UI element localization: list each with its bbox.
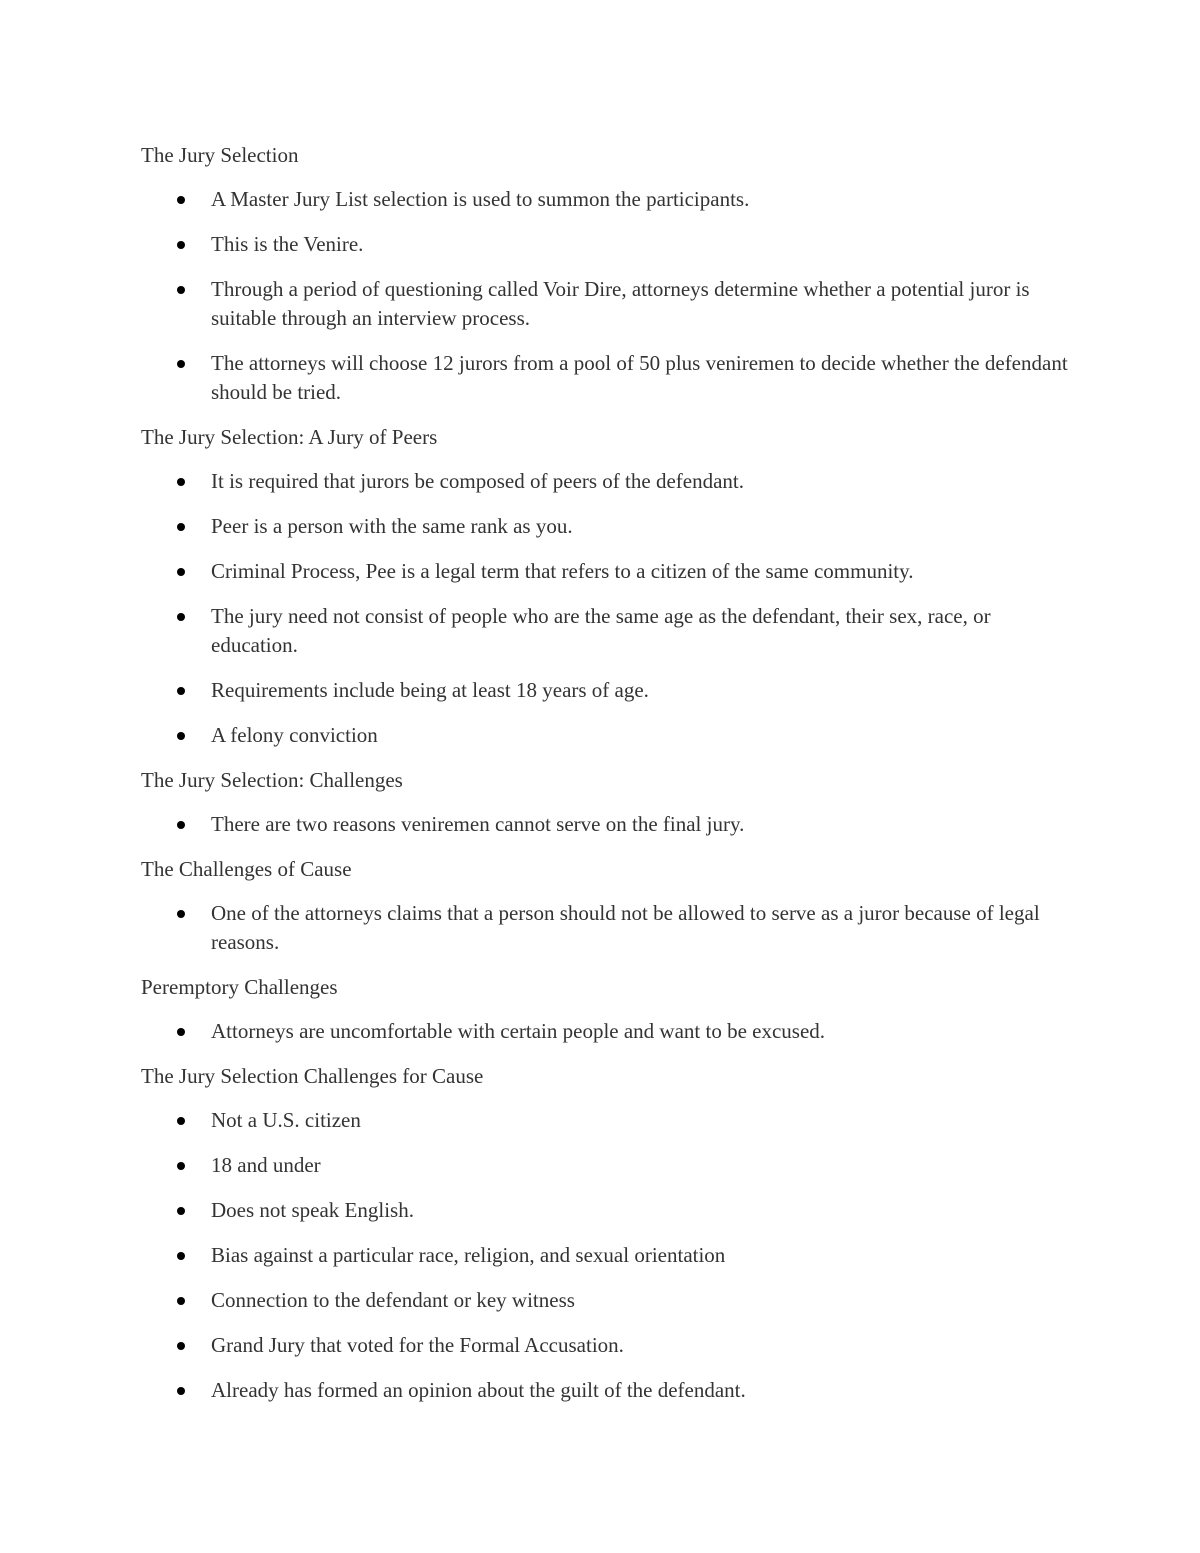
bullet-list <box>141 467 1071 750</box>
bullet-icon <box>177 1252 185 1260</box>
list-item-text: Attorneys are uncomfortable with certain people and want to be excused. <box>211 1019 826 1043</box>
list-item <box>141 899 1071 957</box>
list-item-text: One of the attorneys claims that a person should not be allowed to serve as a juror because of legal reasons. <box>211 901 1040 954</box>
bullet-icon <box>177 1028 185 1036</box>
list-item-text: Requirements include being at least 18 years of age. <box>211 678 649 702</box>
list-item <box>141 185 1071 214</box>
list-item <box>141 512 1071 541</box>
list-item-text: The jury need not consist of people who are the same age as the defendant, their sex, race, or education. <box>211 604 991 657</box>
section-heading: Peremptory Challenges <box>141 975 338 999</box>
list-item-text: Grand Jury that voted for the Formal Accusation. <box>211 1333 624 1357</box>
section-heading: The Challenges of Cause <box>141 857 352 881</box>
section-heading: The Jury Selection: A Jury of Peers <box>141 425 438 449</box>
bullet-icon <box>177 821 185 829</box>
bullet-icon <box>177 613 185 621</box>
bullet-icon <box>177 1342 185 1350</box>
list-item <box>141 1196 1071 1225</box>
section-heading: The Jury Selection: Challenges <box>141 768 403 792</box>
document-page <box>141 140 1071 1420</box>
bullet-icon <box>177 478 185 486</box>
bullet-list <box>141 899 1071 957</box>
list-item <box>141 721 1071 750</box>
list-item-text: There are two reasons veniremen cannot serve on the final jury. <box>211 812 745 836</box>
list-item-text: Connection to the defendant or key witness <box>211 1288 575 1312</box>
bullet-list <box>141 1106 1071 1405</box>
bullet-icon <box>177 687 185 695</box>
list-item-text: Through a period of questioning called Voir Dire, attorneys determine whether a potential juror is suitable through an interview process. <box>211 277 1030 330</box>
section-peremptory-challenges <box>141 972 1071 1046</box>
section-jury-selection <box>141 140 1071 407</box>
list-item <box>141 230 1071 259</box>
section-heading: The Jury Selection Challenges for Cause <box>141 1064 484 1088</box>
list-item <box>141 1017 1071 1046</box>
section-challenges <box>141 765 1071 839</box>
list-item <box>141 557 1071 586</box>
bullet-list <box>141 185 1071 407</box>
list-item <box>141 1151 1071 1180</box>
bullet-icon <box>177 523 185 531</box>
list-item-text: 18 and under <box>211 1153 321 1177</box>
bullet-icon <box>177 910 185 918</box>
list-item <box>141 1106 1071 1135</box>
list-item-text: Criminal Process, Pee is a legal term that refers to a citizen of the same community. <box>211 559 914 583</box>
section-challenges-for-cause <box>141 1061 1071 1405</box>
bullet-icon <box>177 196 185 204</box>
bullet-icon <box>177 1297 185 1305</box>
section-challenges-of-cause <box>141 854 1071 957</box>
section-heading: The Jury Selection <box>141 143 299 167</box>
list-item <box>141 810 1071 839</box>
list-item-text: Bias against a particular race, religion, and sexual orientation <box>211 1243 726 1267</box>
bullet-icon <box>177 241 185 249</box>
list-item-text: Does not speak English. <box>211 1198 414 1222</box>
bullet-icon <box>177 1207 185 1215</box>
list-item <box>141 1241 1071 1270</box>
list-item <box>141 602 1071 660</box>
list-item-text: Peer is a person with the same rank as you. <box>211 514 573 538</box>
list-item-text: It is required that jurors be composed of peers of the defendant. <box>211 469 744 493</box>
bullet-list <box>141 810 1071 839</box>
list-item-text: A felony conviction <box>211 723 378 747</box>
list-item <box>141 1376 1071 1405</box>
list-item-text: Not a U.S. citizen <box>211 1108 361 1132</box>
bullet-list <box>141 1017 1071 1046</box>
bullet-icon <box>177 360 185 368</box>
list-item-text: A Master Jury List selection is used to summon the participants. <box>211 187 750 211</box>
section-jury-of-peers <box>141 422 1071 750</box>
list-item <box>141 676 1071 705</box>
list-item-text: The attorneys will choose 12 jurors from a pool of 50 plus veniremen to decide whether the defendant should be tried. <box>211 351 1068 404</box>
list-item-text: Already has formed an opinion about the guilt of the defendant. <box>211 1378 746 1402</box>
list-item <box>141 349 1071 407</box>
bullet-icon <box>177 1162 185 1170</box>
bullet-icon <box>177 286 185 294</box>
bullet-icon <box>177 1117 185 1125</box>
bullet-icon <box>177 732 185 740</box>
list-item <box>141 467 1071 496</box>
bullet-icon <box>177 1387 185 1395</box>
list-item <box>141 1286 1071 1315</box>
list-item-text: This is the Venire. <box>211 232 364 256</box>
list-item <box>141 1331 1071 1360</box>
bullet-icon <box>177 568 185 576</box>
list-item <box>141 275 1071 333</box>
